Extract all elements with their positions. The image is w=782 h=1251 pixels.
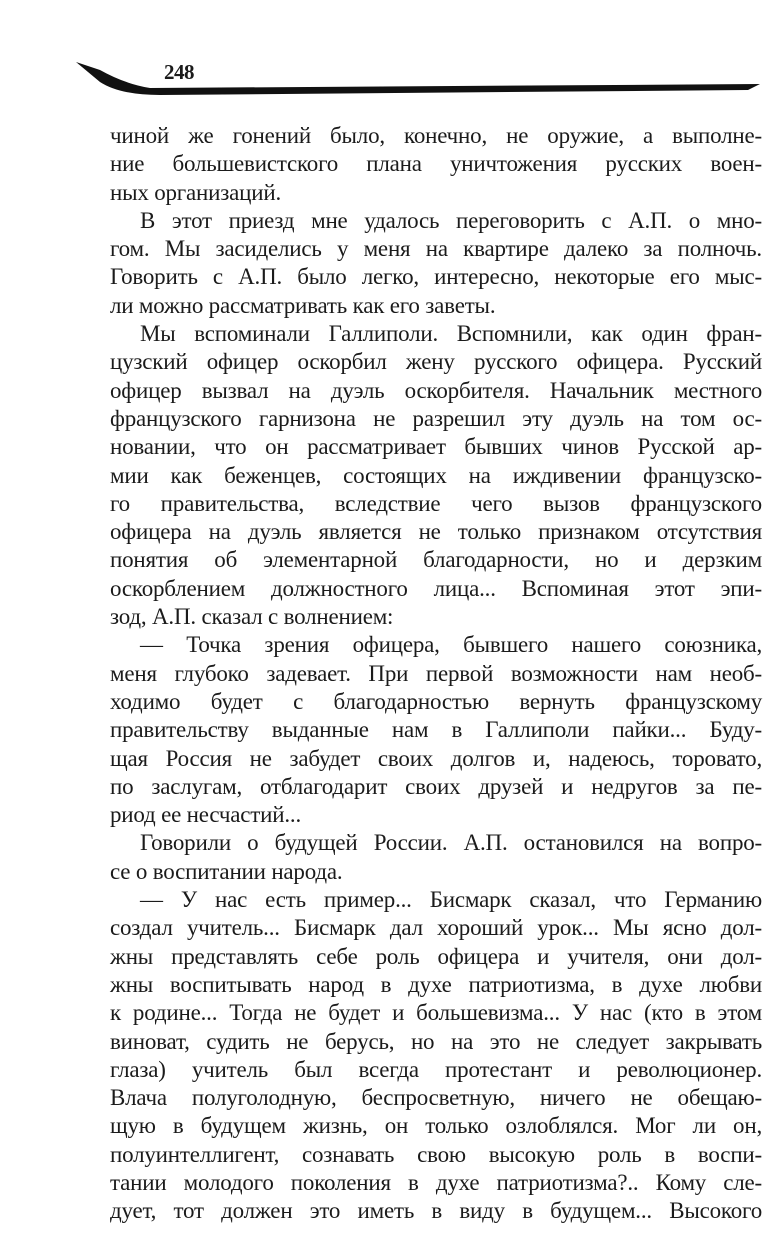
text-line: Говорили о будущей России. А.П. остановился на вопро- [140,830,762,856]
header-swoosh-ornament [0,0,782,110]
text-line: чиной же гонений было, конечно, не оружие, а выполне- [110,123,762,148]
paragraph [110,122,762,207]
text-line: мии как беженцев, состоящих на иждивении французско- [110,462,762,488]
text-line: зод, А.П. сказал с волнением: [110,604,394,630]
text-line: меня глубоко задевает. При первой возможности нам необ- [110,660,762,686]
text-line: цузский офицер оскорбил жену русского офицера. Русский [110,349,762,375]
paragraph [110,829,762,886]
text-line: оскорблением должностного лица... Вспоминая этот эпи- [110,575,762,601]
text-line: се о воспитании народа. [110,858,343,884]
text-line: к родине... Тогда не будет и большевизма... У нас (кто в этом [110,1000,762,1026]
page-header [0,0,782,110]
text-line: создал учитель... Бисмарк дал хороший урок... Мы ясно дол- [110,915,762,941]
paragraph [110,886,762,1226]
text-line: офицер вызвал на дуэль оскорбителя. Начальник местного [110,377,762,403]
text-line: тании молодого поколения в духе патриотизма?.. Кому сле- [110,1169,762,1195]
text-line: ли можно рассматривать как его заветы. [110,292,496,318]
text-line: ных организаций. [110,179,282,205]
text-line: жны воспитывать народ в духе патриотизма, в духе любви [110,971,762,997]
paragraph [110,631,762,829]
text-line: щая Россия не забудет своих долгов и, надеюсь, торовато, [110,745,762,771]
text-line: жны представлять себе роль офицера и учителя, они дол- [110,943,762,969]
text-line: офицера на дуэль является не только признаком отсутствия [110,519,762,545]
text-line: го правительства, вследствие чего вызов французского [110,490,762,516]
page-number: 248 [164,60,194,84]
text-line: глаза) учитель был всегда протестант и революционер. [110,1056,762,1082]
text-line: Мы вспоминали Галлиполи. Вспомнили, как один фран- [140,321,762,347]
text-line: В этот приезд мне удалось переговорить с А.П. о мно- [140,207,762,233]
text-line: правительству выданные нам в Галлиполи пайки... Буду- [110,717,762,743]
text-line: Говорить с А.П. было легко, интересно, некоторые его мыс- [110,264,762,290]
text-line: — Точка зрения офицера, бывшего нашего союзника, [140,632,762,658]
paragraph [110,207,762,320]
text-line: щую в будущем жизнь, он только озлоблялся. Мог ли он, [110,1113,762,1139]
text-line: виноват, судить не берусь, но на это не следует закрывать [110,1028,762,1054]
text-line: гом. Мы засиделись у меня на квартире далеко за полночь. [110,236,762,262]
text-line: французского гарнизона не разрешил эту дуэль на том ос- [110,405,762,431]
text-line: — У нас есть пример... Бисмарк сказал, что Германию [140,887,762,913]
text-line: полуинтеллигент, сознавать свою высокую роль в воспи- [110,1141,762,1167]
text-line: понятия об элементарной благодарности, но и дерзким [110,547,762,573]
text-line: новании, что он рассматривает бывших чинов Русской ар- [110,434,762,460]
body-text [110,122,762,1226]
text-line: риод ее несчастий... [110,802,302,828]
text-line: дует, тот должен это иметь в виду в будущем... Высокого [110,1198,762,1224]
text-line: Влача полуголодную, беспросветную, ничего не обещаю- [110,1085,762,1111]
paragraph [110,320,762,631]
text-line: ходимо будет с благодарностью вернуть французскому [110,688,762,714]
text-line: ние большевистского плана уничтожения русских воен- [110,151,762,177]
text-line: по заслугам, отблагодарит своих друзей и недругов за пе- [110,773,762,799]
